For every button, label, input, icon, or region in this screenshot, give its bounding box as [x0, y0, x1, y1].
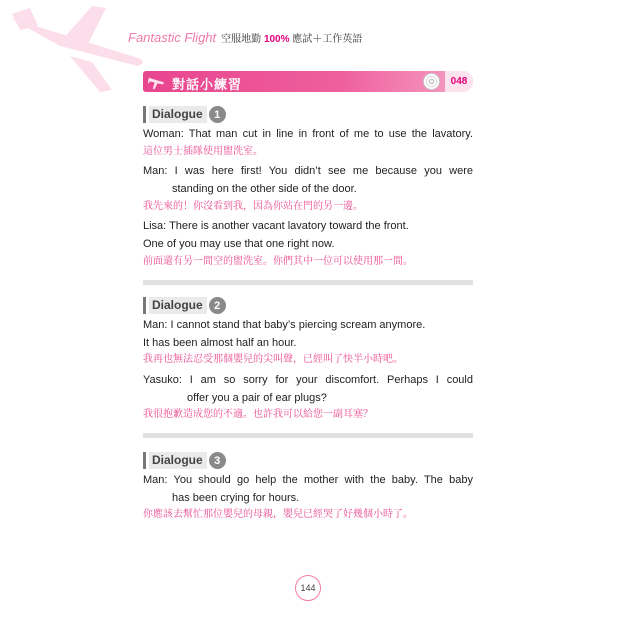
dialogue-label-text: Dialogue [149, 452, 207, 469]
dialogue-translation: 我很抱歉造成您的不適。也許我可以給您一副耳塞？ [143, 409, 373, 420]
audio-track-number: 048 [445, 71, 473, 92]
book-subtitle-part2: 應試＋工作英語 [292, 34, 363, 45]
dialogue-translation: 你應該去幫忙那位嬰兒的母親，嬰兒已經哭了好幾個小時了。 [143, 509, 413, 520]
dialogue-translation: 我先來的！你沒看到我，因為你站在門的另一邊。 [143, 201, 363, 212]
dialogue-line: Man: You should go help the mother with the baby. The baby [143, 474, 473, 486]
dialogue-number-badge: 2 [209, 297, 226, 314]
airplane-watermark-icon [0, 0, 150, 95]
dialogue-line: Woman: That man cut in line in front of me to use the lavatory. [143, 128, 473, 140]
dialogue-label-text: Dialogue [149, 106, 207, 123]
dialogue-label-text: Dialogue [149, 297, 207, 314]
dialogue-line: Yasuko: I am so sorry for your discomfort. Perhaps I could [143, 374, 473, 386]
book-subtitle-part1: 空服地勤 [221, 34, 262, 45]
dialogue-3-label [143, 452, 226, 469]
airplane-icon [147, 72, 166, 91]
dialogue-2-label [143, 297, 226, 314]
dialogue-line: It has been almost half an hour. [143, 337, 297, 349]
dialogue-line: Lisa: There is another vacant lavatory toward the front. [143, 220, 409, 232]
dialogue-line-continuation: has been crying for hours. [172, 492, 300, 504]
dialogue-translation: 這位男士插隊使用盥洗室。 [143, 146, 263, 157]
dialogue-number-badge: 1 [209, 106, 226, 123]
dialogue-translation: 前面還有另一間空的盥洗室。你們其中一位可以使用那一間。 [143, 256, 413, 267]
section-divider [143, 433, 473, 438]
section-title: 對話小練習 [172, 77, 243, 92]
dialogue-line: One of you may use that one right now. [143, 238, 335, 250]
section-divider [143, 280, 473, 285]
dialogue-line: Man: I cannot stand that baby’s piercing scream anymore. [143, 319, 426, 331]
dialogue-number-badge: 3 [209, 452, 226, 469]
dialogue-translation: 我再也無法忍受那個嬰兒的尖叫聲，已經叫了快半小時吧。 [143, 354, 403, 365]
dialogue-line-continuation: offer you a pair of ear plugs? [187, 392, 327, 404]
dialogue-1-label [143, 106, 226, 123]
section-banner [143, 71, 473, 92]
running-header [128, 30, 362, 45]
book-subtitle-percent: 100% [263, 34, 290, 45]
audio-cd-icon [422, 72, 441, 91]
dialogue-line: Man: I was here first! You didn’t see me because you were [143, 165, 473, 177]
dialogue-line-continuation: standing on the other side of the door. [172, 183, 357, 195]
series-brand: Fantastic Flight [128, 30, 217, 45]
page-number: 144 [295, 575, 321, 601]
